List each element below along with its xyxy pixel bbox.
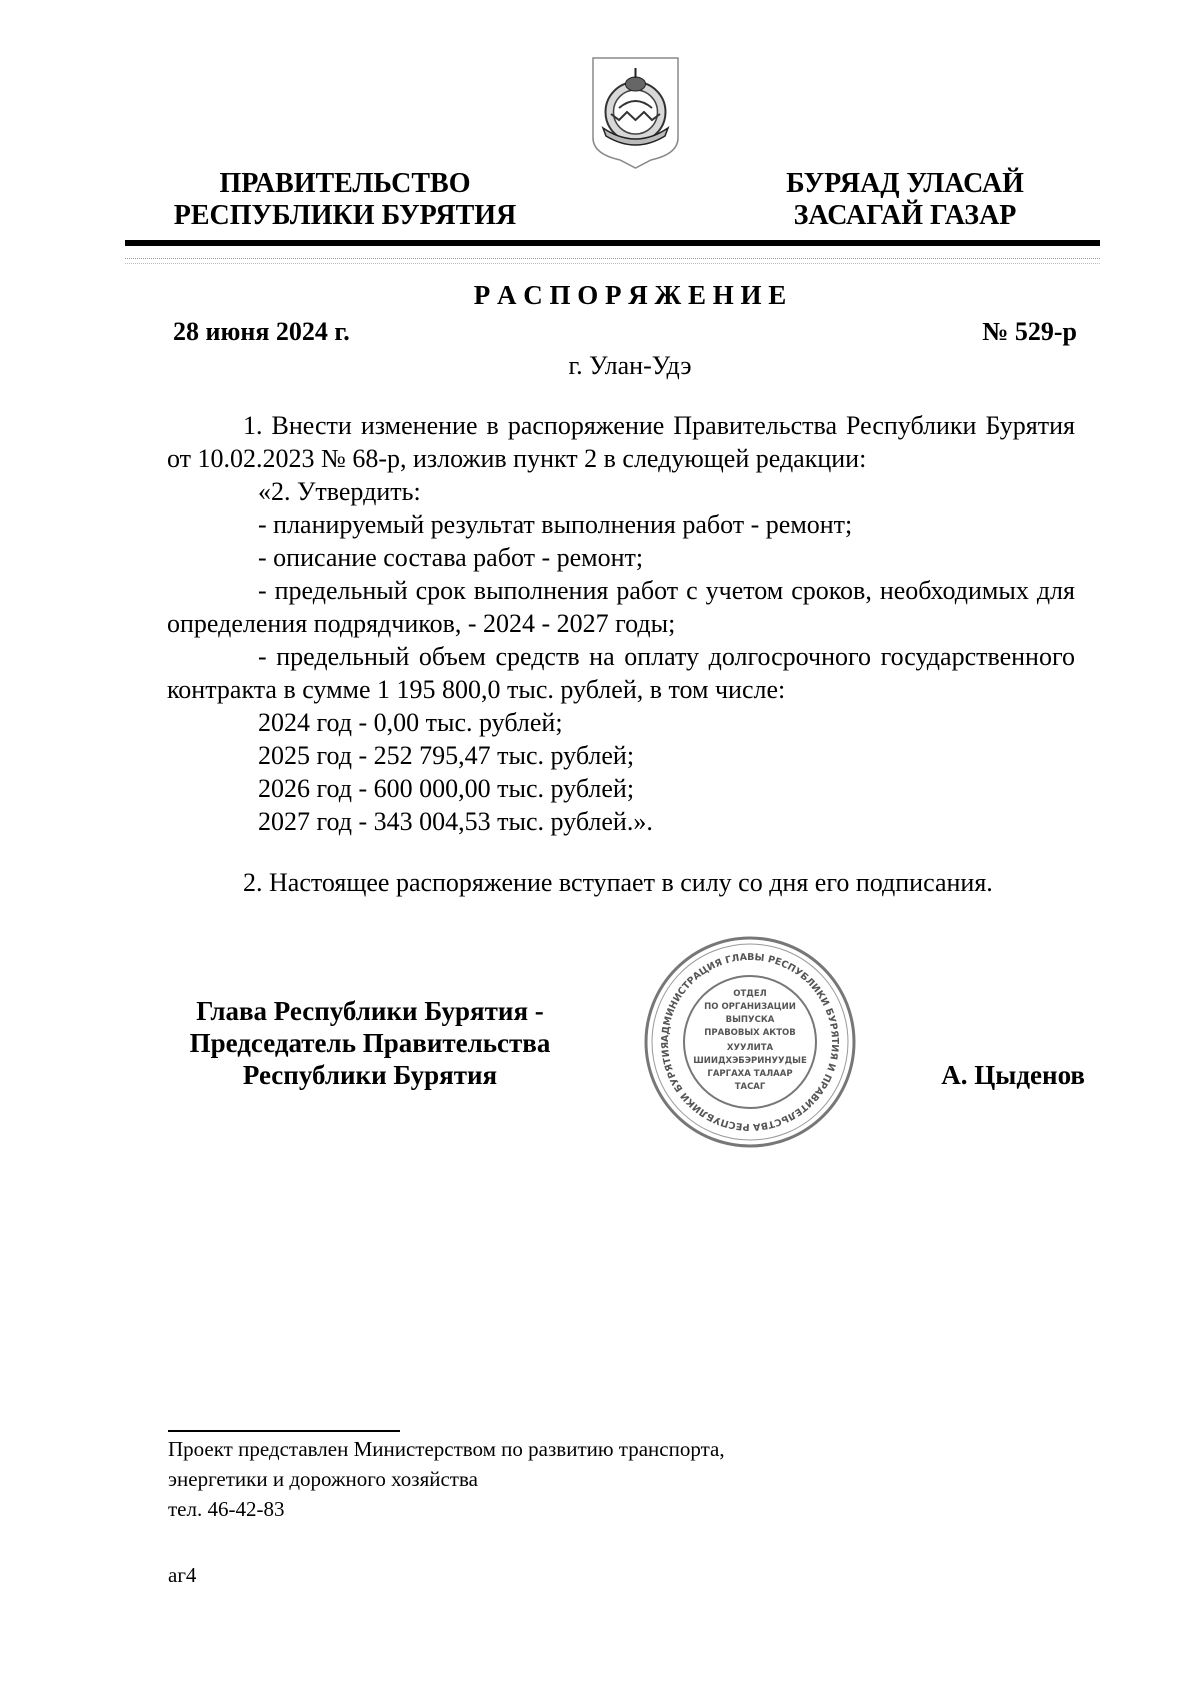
footer-line2: энергетики и дорожного хозяйства bbox=[168, 1467, 478, 1491]
document-date: 28 июня 2024 г. bbox=[173, 317, 350, 346]
document-number: № 529-р bbox=[982, 317, 1077, 346]
official-stamp bbox=[640, 932, 860, 1152]
document-title: Р А С П О Р Я Ж Е Н И Е bbox=[473, 280, 787, 310]
signatory-position-line2: Председатель Правительства bbox=[189, 1028, 551, 1058]
signatory-position-line3: Республики Бурятия bbox=[242, 1060, 498, 1090]
list-item-result: - планируемый результат выполнения работ - ремонт; bbox=[258, 510, 853, 539]
funding-year-2027: 2027 год - 343 004,53 тыс. рублей.». bbox=[258, 807, 653, 836]
header-right-line1: БУРЯАД УЛАСАЙ bbox=[786, 168, 1024, 199]
stamp-center-line: ШИИДХЭБЭРИНУУДЫЕ bbox=[693, 1056, 807, 1066]
stamp-center-line: ПО ОРГАНИЗАЦИИ bbox=[704, 1002, 796, 1012]
funding-year-2024: 2024 год - 0,00 тыс. рублей; bbox=[258, 708, 563, 737]
header-divider-thick bbox=[125, 240, 1100, 246]
funding-year-2026: 2026 год - 600 000,00 тыс. рублей; bbox=[258, 774, 635, 803]
funding-year-2025: 2025 год - 252 795,47 тыс. рублей; bbox=[258, 741, 635, 770]
paragraph-2: 2. Настоящее распоряжение вступает в силу со дня его подписания. bbox=[243, 868, 993, 897]
paragraph-1: 1. Внести изменение в распоряжение Правительства Республики Бурятия от 10.02.2023 № 68-р, изложив пункт 2 в следующей редакции: bbox=[167, 411, 1075, 473]
footer-line3: тел. 46-42-83 bbox=[168, 1497, 285, 1521]
list-item-funding: - предельный объем средств на оплату долгосрочного государственного контракта в сумме 1 195 800,0 тыс. рублей, в том числе: bbox=[167, 642, 1075, 704]
list-item-deadline: - предельный срок выполнения работ с учетом сроков, необходимых для определения подрядчиков, - 2024 - 2027 годы; bbox=[167, 576, 1075, 638]
stamp-center-line: ВЫПУСКА bbox=[725, 1015, 775, 1025]
approve-line: «2. Утвердить: bbox=[258, 477, 421, 506]
header-left-line1: ПРАВИТЕЛЬСТВО bbox=[219, 168, 471, 199]
stamp-center-line: ОТДЕЛ bbox=[733, 989, 767, 999]
stamp-center-line: ГАРГАХА ТАЛААР bbox=[707, 1069, 793, 1079]
stamp-center-line: ПРАВОВЫХ АКТОВ bbox=[704, 1028, 796, 1038]
coat-of-arms-emblem bbox=[589, 54, 682, 170]
footer-line1: Проект представлен Министерством по развитию транспорта, bbox=[168, 1437, 725, 1461]
stamp-center-line: ТАСАГ bbox=[734, 1082, 766, 1092]
footer-rule bbox=[168, 1430, 400, 1432]
header-left-line2: РЕСПУБЛИКИ БУРЯТИЯ bbox=[173, 200, 517, 231]
footer-code: аг4 bbox=[168, 1563, 197, 1587]
list-item-scope: - описание состава работ - ремонт; bbox=[258, 543, 644, 572]
document-city: г. Улан-Удэ bbox=[568, 351, 692, 380]
signatory-position-line1: Глава Республики Бурятия - bbox=[196, 996, 544, 1026]
stamp-center-line: ХУУЛИТА bbox=[726, 1043, 774, 1053]
header-right-line2: ЗАСАГАЙ ГАЗАР bbox=[793, 200, 1017, 231]
header-divider-thin bbox=[125, 258, 1100, 264]
signatory-name: А. Цыденов bbox=[941, 1060, 1085, 1090]
stamp-ring-text: АДМИНИСТРАЦИЯ ГЛАВЫ РЕСПУБЛИКИ БУРЯТИЯ И ПРАВИТЕЛЬСТВА РЕСПУБЛИКИ БУРЯТИЯ bbox=[659, 951, 841, 1133]
